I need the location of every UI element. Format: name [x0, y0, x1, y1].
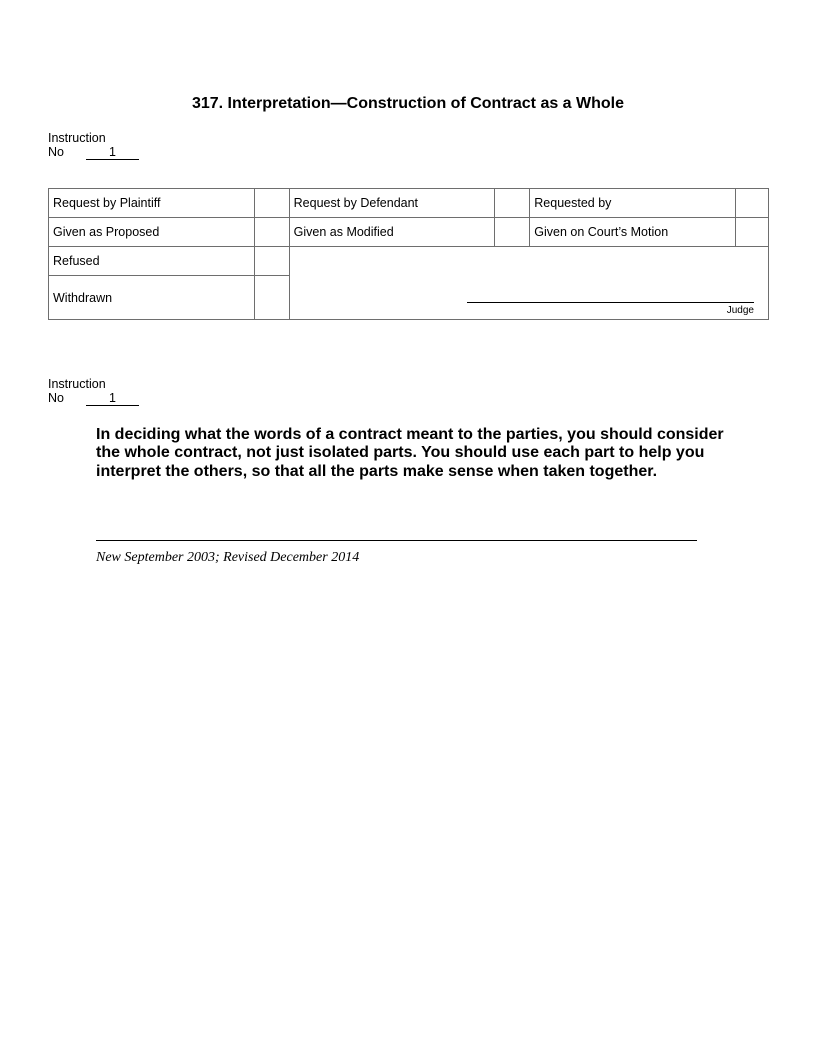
requested-by-label: Requested by	[530, 189, 736, 218]
withdrawn-label: Withdrawn	[49, 276, 255, 320]
given-as-proposed-checkbox[interactable]	[254, 218, 289, 247]
refused-label: Refused	[49, 247, 255, 276]
request-by-plaintiff-checkbox[interactable]	[254, 189, 289, 218]
instruction-number-field[interactable]: 1	[86, 391, 139, 406]
given-on-courts-motion-label: Given on Court’s Motion	[530, 218, 736, 247]
requested-by-checkbox[interactable]	[736, 189, 769, 218]
instruction-text: In deciding what the words of a contract meant to the parties, you should consider the whole contract, not just isolated parts. You should use each part to help you interpret the others, so that all the parts make sense when taken together.	[96, 426, 724, 480]
refused-checkbox[interactable]	[254, 247, 289, 276]
instruction-no-label: No	[48, 391, 64, 405]
request-by-plaintiff-label: Request by Plaintiff	[49, 189, 255, 218]
request-status-table	[48, 188, 769, 320]
instruction-number-block-top	[48, 131, 116, 159]
instruction-number-field[interactable]: 1	[86, 145, 139, 160]
given-as-modified-checkbox[interactable]	[495, 218, 530, 247]
judge-label: Judge	[726, 305, 754, 316]
revision-history: New September 2003; Revised December 2014	[96, 550, 360, 565]
instruction-label: Instruction	[48, 131, 106, 145]
divider	[96, 540, 697, 541]
judge-signature-area	[289, 247, 768, 320]
given-on-courts-motion-checkbox[interactable]	[736, 218, 769, 247]
instruction-no-label: No	[48, 145, 64, 159]
request-by-defendant-checkbox[interactable]	[495, 189, 530, 218]
withdrawn-checkbox[interactable]	[254, 276, 289, 320]
judge-signature-line[interactable]	[467, 302, 754, 303]
page-title: 317. Interpretation—Construction of Contract as a Whole	[191, 95, 625, 112]
instruction-number-block-bottom	[48, 377, 116, 405]
request-by-defendant-label: Request by Defendant	[289, 189, 495, 218]
given-as-proposed-label: Given as Proposed	[49, 218, 255, 247]
given-as-modified-label: Given as Modified	[289, 218, 495, 247]
instruction-label: Instruction	[48, 377, 106, 391]
